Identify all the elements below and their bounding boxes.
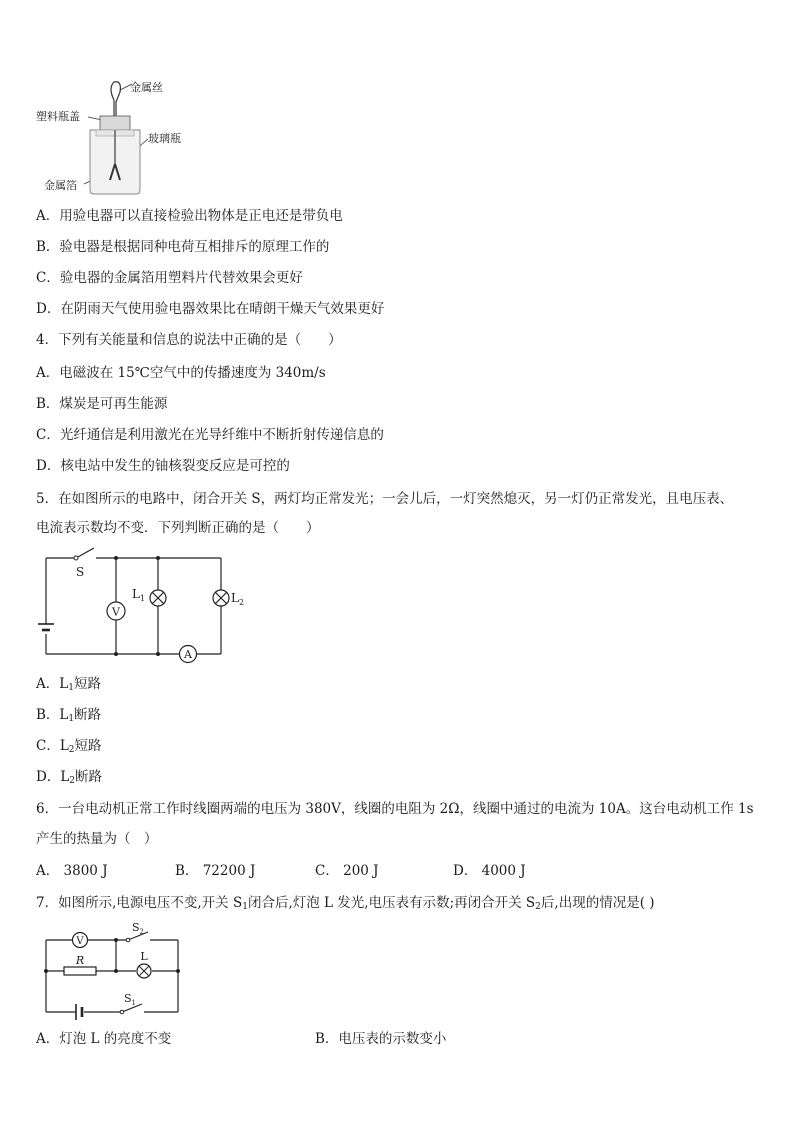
label-metal-wire: 金属丝: [130, 81, 163, 94]
metal-wire-loop: [111, 82, 120, 116]
q7-option-b: B．电压表的示数变小: [315, 1031, 447, 1047]
switch-s-blade: [76, 548, 94, 558]
junction-dot: [114, 969, 118, 973]
lamp-l-label: L: [140, 950, 148, 963]
voltmeter-label: V: [112, 605, 120, 619]
lamp-l1-label: $L_1$: [132, 587, 146, 603]
voltmeter-label: V: [76, 936, 84, 947]
junction-dot: [156, 652, 160, 656]
junction-dot: [176, 969, 180, 973]
resistor-icon: [64, 967, 96, 975]
q5-circuit-diagram: [36, 546, 256, 664]
junction-dot: [156, 556, 160, 560]
q3-option-b: B．验电器是根据同种电荷互相排斥的原理工作的: [36, 239, 330, 255]
q6-option-d: D． 4000 J: [453, 863, 526, 879]
switch-s-contact: [74, 556, 78, 560]
q5-stem-line2: 电流表示数均不变．下列判断正确的是（ ）: [36, 520, 320, 536]
lamp-l2-label: $L_2$: [231, 591, 245, 607]
switch-s1-contact: [120, 1010, 124, 1014]
q4-stem: 4．下列有关能量和信息的说法中正确的是（ ）: [36, 332, 342, 348]
q5-option-a: A．$L_1$短路: [36, 676, 101, 693]
ammeter-label: A: [184, 648, 192, 661]
q5-stem-line1: 5．在如图所示的电路中，闭合开关 S，两灯均正常发光；一会儿后，一灯突然熄灭，另一灯仍正常发光，且电压表、: [36, 491, 734, 507]
switch-s1-label: $S_1$: [124, 992, 137, 1007]
q7-option-a: A．灯泡 L 的亮度不变: [36, 1031, 172, 1047]
q3-option-a: A．用验电器可以直接检验出物体是正电还是带负电: [36, 208, 343, 224]
q3-option-d: D．在阴雨天气使用验电器效果比在晴朗干燥天气效果更好: [36, 301, 385, 317]
switch-s-label: S: [76, 565, 85, 579]
junction-dot: [114, 556, 118, 560]
junction-dot: [114, 652, 118, 656]
label-metal-foil: 金属箔: [44, 179, 77, 192]
switch-s2-contact: [126, 938, 130, 942]
q4-option-d: D．核电站中发生的铀核裂变反应是可控的: [36, 458, 290, 474]
resistor-label: R: [75, 954, 85, 967]
q6-stem-line1: 6．一台电动机正常工作时线圈两端的电压为 380V，线圈的电阻为 2Ω，线圈中通过的电流为 10A。这台电动机工作 1s: [36, 801, 754, 817]
q5-option-c: C．$L_2$短路: [36, 738, 102, 755]
q4-option-b: B．煤炭是可再生能源: [36, 396, 168, 412]
q6-stem-line2: 产生的热量为（ ）: [36, 831, 158, 847]
q5-option-b: B．$L_1$断路: [36, 707, 102, 724]
junction-dot: [114, 938, 118, 942]
q4-option-c: C．光纤通信是利用激光在光导纤维中不断折射传递信息的: [36, 427, 384, 443]
plastic-cap: [100, 116, 130, 130]
switch-s2-label: $S_2$: [132, 921, 145, 936]
q6-option-b: B． 72200 J: [175, 863, 256, 879]
q6-option-a: A． 3800 J: [36, 863, 108, 879]
q4-option-a: A．电磁波在 15℃空气中的传播速度为 340m/s: [36, 365, 326, 381]
q3-option-c: C．验电器的金属箔用塑料片代替效果会更好: [36, 270, 303, 286]
q7-circuit-diagram: [36, 920, 186, 1020]
label-plastic-cap: 塑料瓶盖: [36, 110, 80, 123]
q7-stem: 7．如图所示,电源电压不变,开关 $S_1$闭合后,灯泡 L 发光,电压表有示数;再闭合开关 $S_2$后,出现的情况是( ): [36, 895, 655, 912]
q5-option-d: D．$L_2$断路: [36, 769, 103, 786]
label-glass-bottle: 玻璃瓶: [148, 132, 181, 145]
junction-dot: [44, 969, 48, 973]
q6-option-c: C． 200 J: [315, 863, 379, 879]
